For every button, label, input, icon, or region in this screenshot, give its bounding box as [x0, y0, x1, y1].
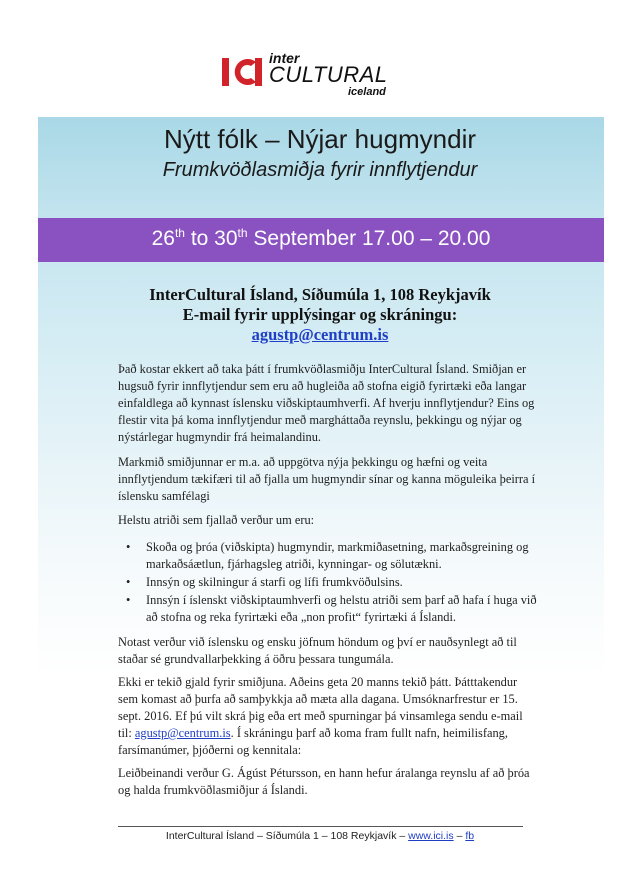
language-paragraph: Notast verður við íslensku og ensku jöfnum höndum og því er nauðsynlegt að til staðar sé grundvallarþekking á öðru þessara tungumála.: [118, 635, 517, 666]
list-item: • Innsýn í íslenskt viðskiptaumhverfi og helstu atriði sem þarf að hafa í huga við að stofna og reka fyrirtæki eða „non profit“ fyrirtæki á Íslandi.: [126, 593, 537, 624]
footer: InterCultural Ísland – Síðumúla 1 – 108 Reykjavík – www.ici.is – fb: [165, 830, 475, 842]
logo-word-inter: inter: [269, 50, 300, 66]
intro-paragraph: Það kostar ekkert að taka þátt í frumkvöðlasmiðju InterCultural Ísland. Smiðjan er hugsuð fyrir innflytjendur sem eru að hugleiða að stofna eigið fyrirtæki eða langar einfaldlega að kynnast íslensku viðskiptaumhverfi. Af hverju innflytjendur? Eins og flestir vita þá koma innflytjendur með margháttaða reynslu, þekkingu og nýjar og nýstárlegar hugmyndir frá heimalandinu.: [118, 362, 535, 444]
goal-paragraph: Markmið smiðjunnar er m.a. að uppgötva nýja þekkingu og hæfni og veita innflytjendum tækifæri til að fjalla um hugmyndir sínar og kanna möguleika þeirra í íslensku samfélagi: [118, 455, 536, 503]
page-title: Nýtt fólk – Nýjar hugmyndir: [163, 124, 477, 154]
list-item: • Innsýn og skilningur á starfi og lífi frumkvöðulsins.: [126, 575, 403, 589]
topics-heading: Helstu atriði sem fjallað verður um eru:: [118, 513, 315, 527]
topics-list: [118, 539, 538, 627]
bullet-icon: •: [126, 575, 131, 589]
date-text: 26th to 30th September 17.00 – 20.00: [151, 226, 491, 250]
venue-address: InterCultural Ísland, Síðumúla 1, 108 Reykjavík: [149, 285, 491, 304]
footer-facebook-link[interactable]: fb: [465, 830, 475, 842]
page-subtitle: Frumkvöðlasmiðja fyrir innflytjendur: [162, 159, 478, 181]
instructor-paragraph: Leiðbeinandi verður G. Ágúst Pétursson, en hann hefur áralanga reynslu af að þróa og halda frumkvöðlasmiðjur á Íslandi.: [118, 766, 530, 797]
contact-email: [0, 325, 640, 345]
intercultural-logo: [222, 48, 422, 100]
registration-paragraph: Ekki er tekið gjald fyrir smiðjuna. Aðeins geta 20 manns tekið þátt. Þátttakendur sem komast að þurfa að samþykkja að mæta alla dagana. Umsóknarfrestur er 15. sept. 2016. Ef þú vilt skrá þig eða ert með spurningar þá vinsamlega sendu e-mail til: agustp@centrum.is. Í skráningu þarf að koma fram fullt nafn, heimilisfang, farsímanúmer, þjóðerni og kennitala:: [118, 675, 523, 757]
registration-email-link[interactable]: agustp@centrum.is: [134, 726, 231, 740]
list-item: • Skoða og þróa (viðskipta) hugmyndir, markmiðasetning, markaðsgreining og markaðsáætlun, fjárhagsleg atriði, kynningar- og sölutækni.: [126, 540, 529, 571]
logo-word-iceland: iceland: [348, 86, 386, 98]
date-band: [38, 218, 604, 262]
footer-website-link[interactable]: www.ici.is: [408, 830, 454, 842]
footer-divider: [118, 826, 523, 827]
logo-word-cultural: CULTURAL: [269, 62, 388, 87]
ici-logo-mark-icon: [222, 52, 262, 92]
bullet-icon: •: [126, 540, 131, 554]
email-heading: E-mail fyrir upplýsingar og skráningu:: [182, 305, 458, 324]
bullet-icon: •: [126, 593, 131, 607]
contact-email-link[interactable]: agustp@centrum.is: [251, 325, 389, 344]
